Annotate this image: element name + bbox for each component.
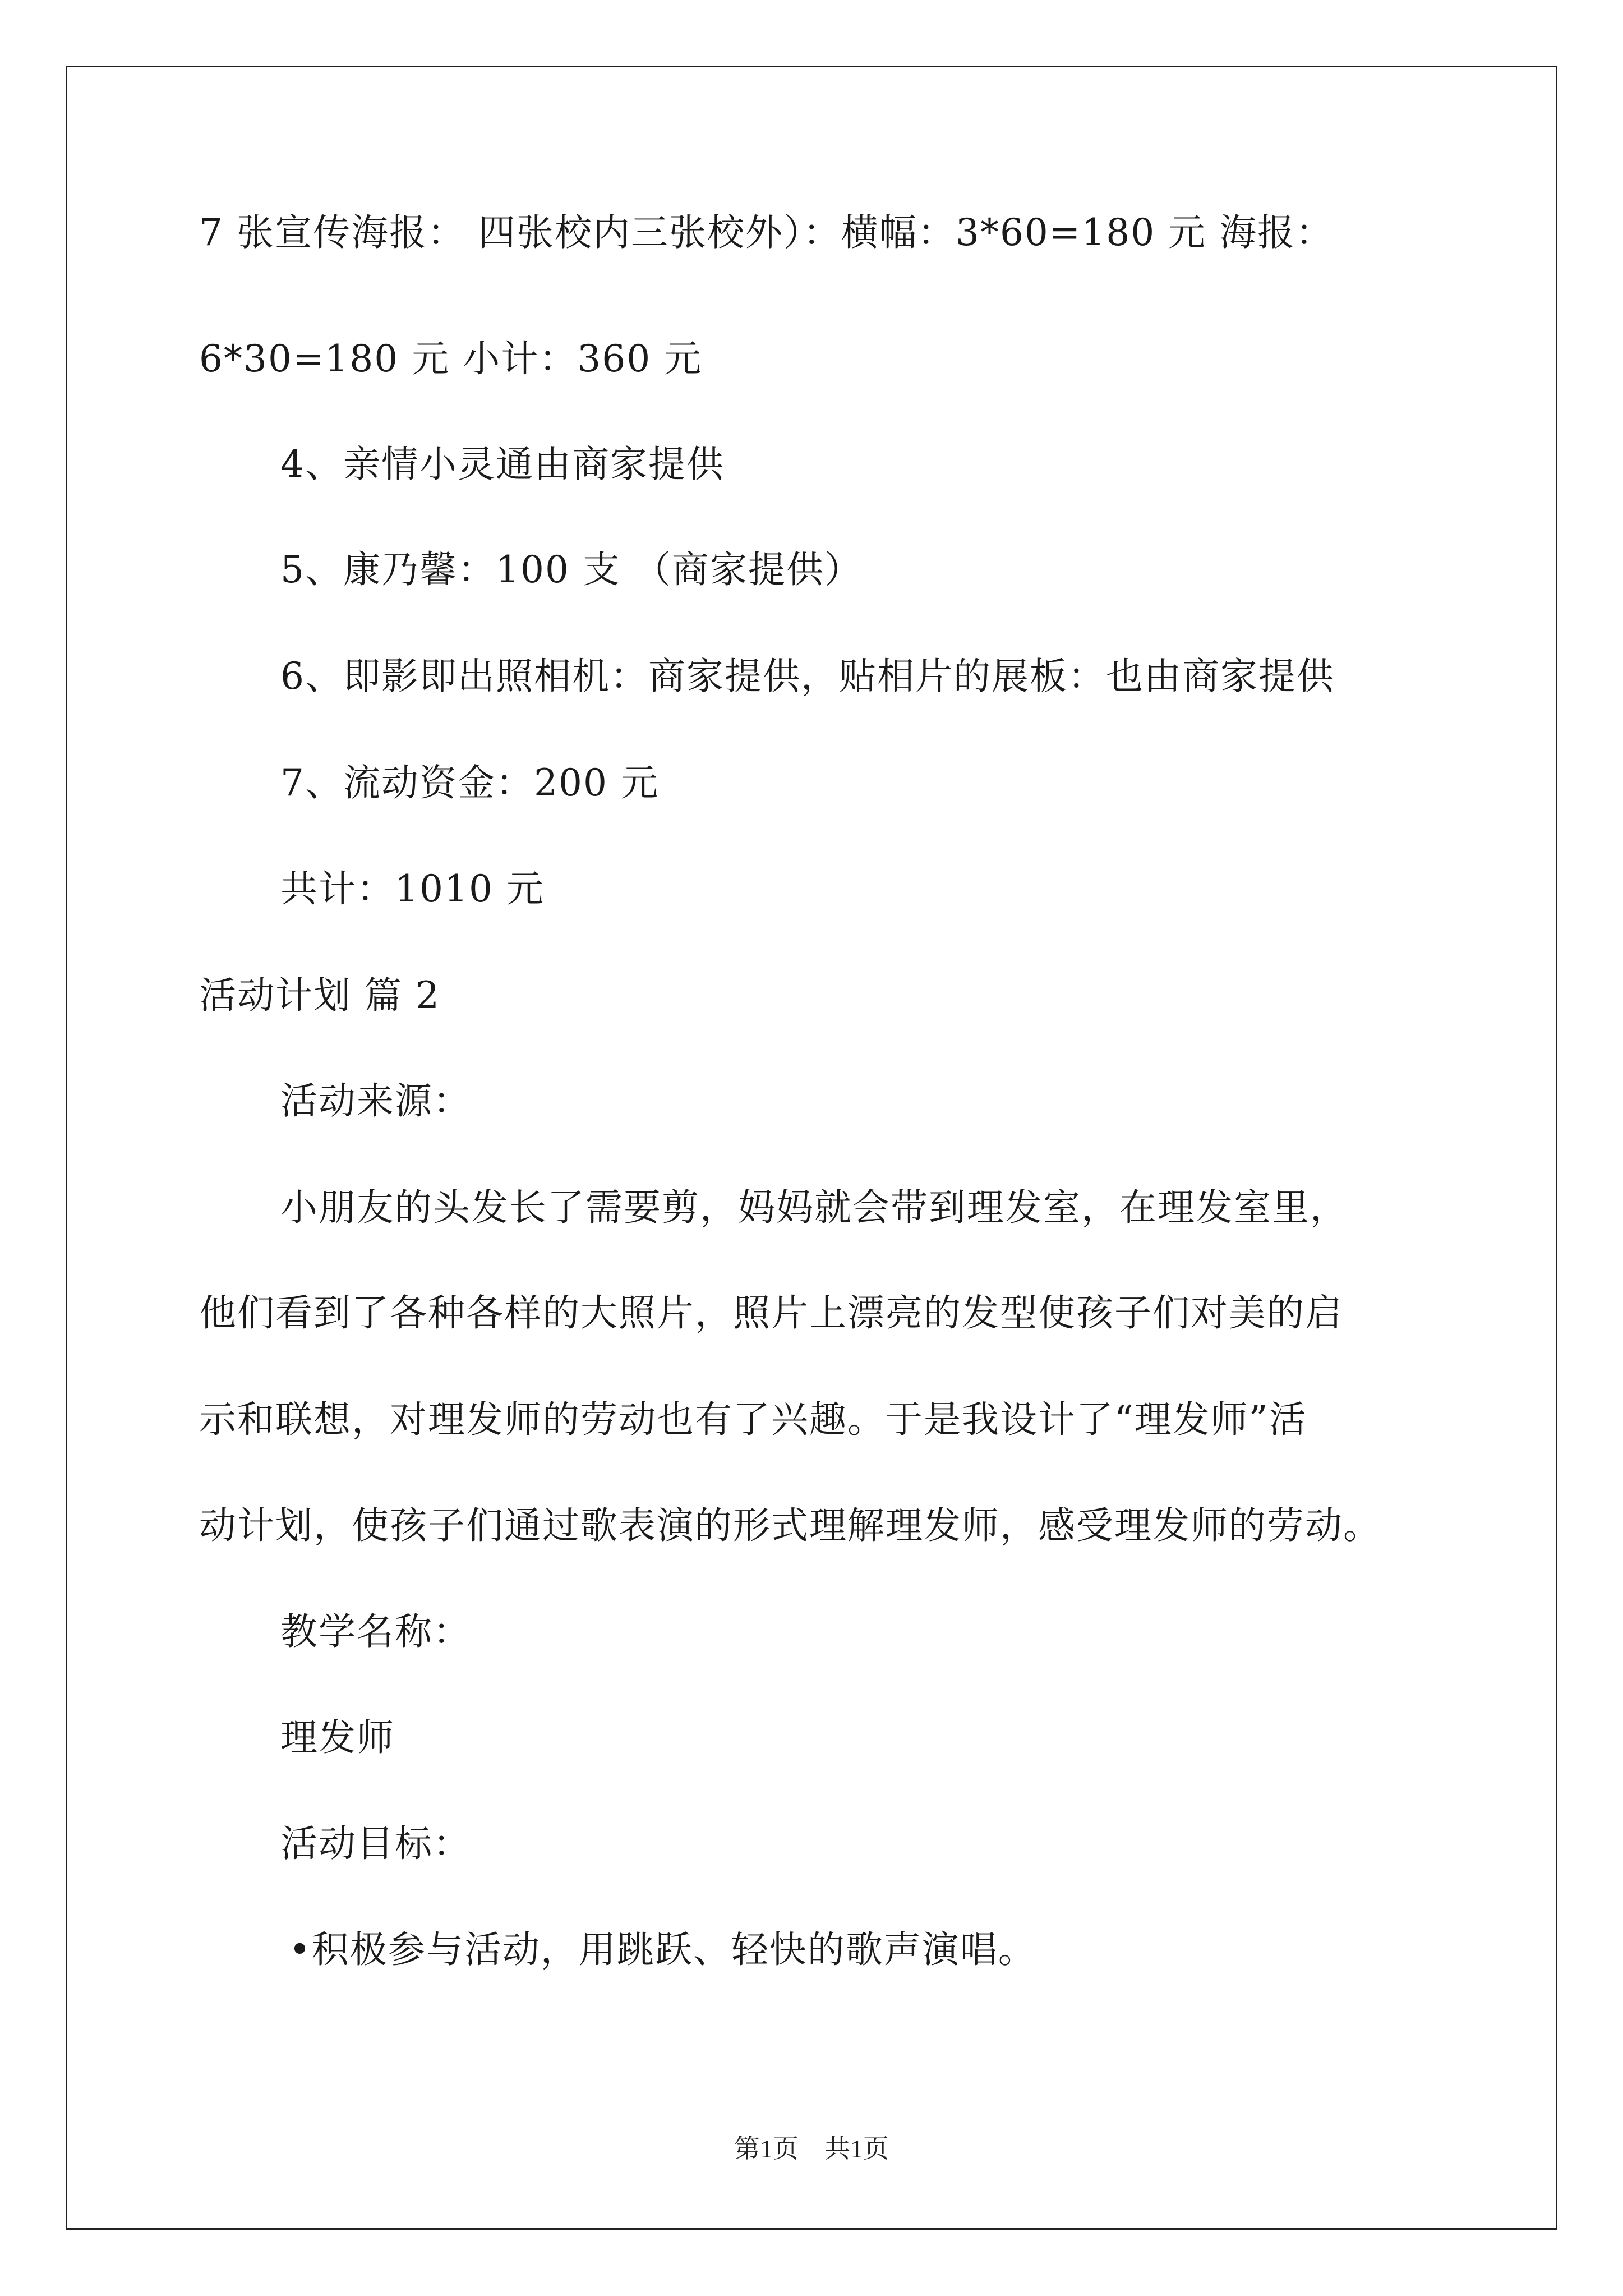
bullet-item: •积极参与活动，用跳跃、轻快的歌声演唱。 bbox=[289, 1928, 1036, 1971]
page-border bbox=[66, 66, 1557, 2230]
body-line: 7 张宣传海报： 四张校内三张校外）：横幅：3*60=180 元 海报： bbox=[199, 211, 1334, 254]
list-item: 4、亲情小灵通由商家提供 bbox=[280, 443, 725, 486]
section-heading: 活动计划 篇 2 bbox=[199, 974, 440, 1017]
list-item: 6、即影即出照相机：商家提供，贴相片的展板：也由商家提供 bbox=[280, 655, 1335, 698]
paragraph-line: 他们看到了各种各样的大照片，照片上漂亮的发型使孩子们对美的启 bbox=[199, 1291, 1343, 1335]
paragraph-line: 动计划，使孩子们通过歌表演的形式理解理发师，感受理发师的劳动。 bbox=[199, 1504, 1381, 1547]
list-item: 7、流动资金：200 元 bbox=[280, 761, 659, 804]
subheading: 活动目标： bbox=[280, 1822, 471, 1865]
body-line: 6*30=180 元 小计：360 元 bbox=[199, 337, 703, 380]
page-footer: 第1页 共1页 bbox=[734, 2134, 889, 2163]
paragraph-line: 示和联想，对理发师的劳动也有了兴趣。于是我设计了“理发师”活 bbox=[199, 1398, 1307, 1441]
body-line: 理发师 bbox=[280, 1716, 395, 1759]
subheading: 教学名称： bbox=[280, 1610, 471, 1653]
subheading: 活动来源： bbox=[280, 1079, 471, 1122]
total-line: 共计：1010 元 bbox=[280, 867, 545, 910]
paragraph-line: 小朋友的头发长了需要剪，妈妈就会带到理发室，在理发室里， bbox=[280, 1186, 1348, 1229]
list-item: 5、康乃馨：100 支 （商家提供） bbox=[280, 548, 863, 591]
